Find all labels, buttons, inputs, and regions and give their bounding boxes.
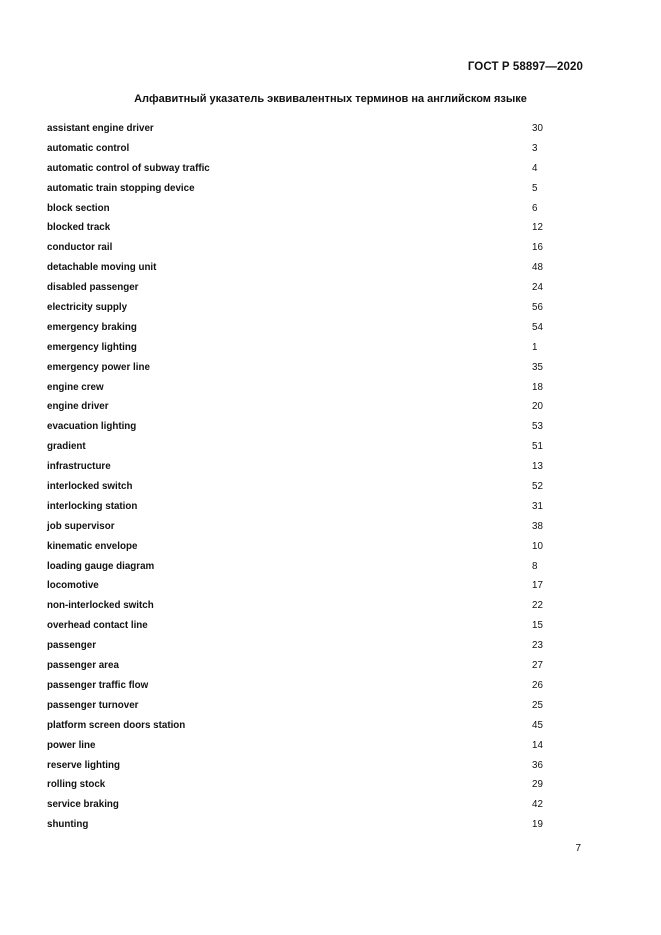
index-term-number: 1 <box>532 341 538 353</box>
index-term: emergency braking <box>47 321 137 333</box>
index-term-number: 22 <box>532 600 543 612</box>
index-entry <box>47 657 567 677</box>
index-term-number: 25 <box>532 699 543 711</box>
index-term: automatic train stopping device <box>47 182 195 194</box>
index-entry <box>47 558 567 578</box>
index-entry <box>47 577 567 597</box>
index-entry <box>47 418 567 438</box>
index-entry <box>47 180 567 200</box>
index-term: non-interlocked switch <box>47 600 154 612</box>
index-term: conductor rail <box>47 242 113 254</box>
index-term: service braking <box>47 799 119 811</box>
index-term: detachable moving unit <box>47 262 157 274</box>
index-term-number: 17 <box>532 580 543 592</box>
index-term-number: 20 <box>532 401 543 413</box>
index-term-number: 42 <box>532 799 543 811</box>
index-entry <box>47 538 567 558</box>
index-term: infrastructure <box>47 461 111 473</box>
index-term-number: 26 <box>532 679 543 691</box>
index-term-number: 4 <box>532 162 538 174</box>
index-term-number: 48 <box>532 262 543 274</box>
index-term: emergency lighting <box>47 341 137 353</box>
index-entry <box>47 239 567 259</box>
index-term: engine driver <box>47 401 109 413</box>
standard-code: ГОСТ Р 58897—2020 <box>467 61 583 73</box>
index-term-number: 3 <box>532 142 538 154</box>
index-entry <box>47 219 567 239</box>
index-entry <box>47 478 567 498</box>
index-term-number: 52 <box>532 481 543 493</box>
index-term-number: 23 <box>532 640 543 652</box>
index-term: loading gauge diagram <box>47 560 155 572</box>
index-term: interlocking station <box>47 500 138 512</box>
index-term: passenger turnover <box>47 699 139 711</box>
index-term: engine crew <box>47 381 104 393</box>
index-term: emergency power line <box>47 361 150 373</box>
index-entry <box>47 458 567 478</box>
index-term: passenger <box>47 640 97 652</box>
index-term-number: 56 <box>532 302 543 314</box>
index-entry <box>47 259 567 279</box>
index-term-number: 12 <box>532 222 543 234</box>
index-term: kinematic envelope <box>47 540 138 552</box>
index-entry <box>47 120 567 140</box>
page-number: 7 <box>575 843 581 854</box>
index-entry <box>47 299 567 319</box>
index-term: electricity supply <box>47 302 128 314</box>
index-entry <box>47 697 567 717</box>
index-entry <box>47 637 567 657</box>
index-term: disabled passenger <box>47 282 139 294</box>
index-term-number: 18 <box>532 381 543 393</box>
index-term: automatic control of subway traffic <box>47 162 210 174</box>
index-term-number: 38 <box>532 520 543 532</box>
index-term: assistant engine driver <box>47 123 154 134</box>
index-entry <box>47 617 567 637</box>
index-entry <box>47 379 567 399</box>
index-term-number: 10 <box>532 540 543 552</box>
index-entry <box>47 438 567 458</box>
index-term-number: 51 <box>532 441 543 453</box>
index-term: passenger traffic flow <box>47 679 149 691</box>
index-term: evacuation lighting <box>47 421 137 433</box>
index-entry <box>47 518 567 538</box>
index-term: job supervisor <box>47 520 115 532</box>
index-term: locomotive <box>47 580 99 592</box>
index-term: block section <box>47 202 110 214</box>
index-term-number: 8 <box>532 560 538 572</box>
index-term-number: 36 <box>532 759 543 771</box>
index-entry <box>47 717 567 737</box>
index-term-number: 31 <box>532 500 543 512</box>
index-term-number: 6 <box>532 202 538 214</box>
index-term-number: 45 <box>532 719 543 731</box>
index-term-number: 54 <box>532 321 543 333</box>
index-term-number: 13 <box>532 461 543 473</box>
index-term-number: 35 <box>532 361 543 373</box>
index-entry <box>47 279 567 299</box>
index-entry <box>47 677 567 697</box>
index-term: platform screen doors station <box>47 719 186 731</box>
index-entry <box>47 140 567 160</box>
index-entry <box>47 359 567 379</box>
index-term-number: 24 <box>532 282 543 294</box>
index-term: passenger area <box>47 660 119 672</box>
index-entry <box>47 160 567 180</box>
index-title: Алфавитный указатель эквивалентных терминов на английском языке <box>134 93 527 105</box>
index-entry <box>47 398 567 418</box>
index-term-number: 14 <box>532 739 543 751</box>
index-entry <box>47 796 567 816</box>
index-term: automatic control <box>47 142 130 154</box>
index-term: blocked track <box>47 222 111 234</box>
index-entry <box>47 597 567 617</box>
index-term-number: 15 <box>532 620 543 632</box>
index-list <box>47 120 567 836</box>
index-term: shunting <box>47 819 89 831</box>
index-entry <box>47 757 567 777</box>
index-term: reserve lighting <box>47 759 120 771</box>
index-term-number: 16 <box>532 242 543 254</box>
index-term: overhead contact line <box>47 620 148 632</box>
index-term-number: 5 <box>532 182 538 194</box>
index-entry <box>47 498 567 518</box>
index-term-number: 29 <box>532 779 543 791</box>
index-entry <box>47 200 567 220</box>
index-entry <box>47 339 567 359</box>
index-term: gradient <box>47 441 86 453</box>
index-term: rolling stock <box>47 779 106 791</box>
index-term-number: 19 <box>532 819 543 831</box>
index-entry <box>47 816 567 836</box>
index-entry <box>47 737 567 757</box>
index-term: power line <box>47 739 96 751</box>
index-term-number: 30 <box>532 123 543 134</box>
index-term-number: 53 <box>532 421 543 433</box>
index-term: interlocked switch <box>47 481 133 493</box>
index-term-number: 27 <box>532 660 543 672</box>
index-entry <box>47 319 567 339</box>
index-entry <box>47 776 567 796</box>
